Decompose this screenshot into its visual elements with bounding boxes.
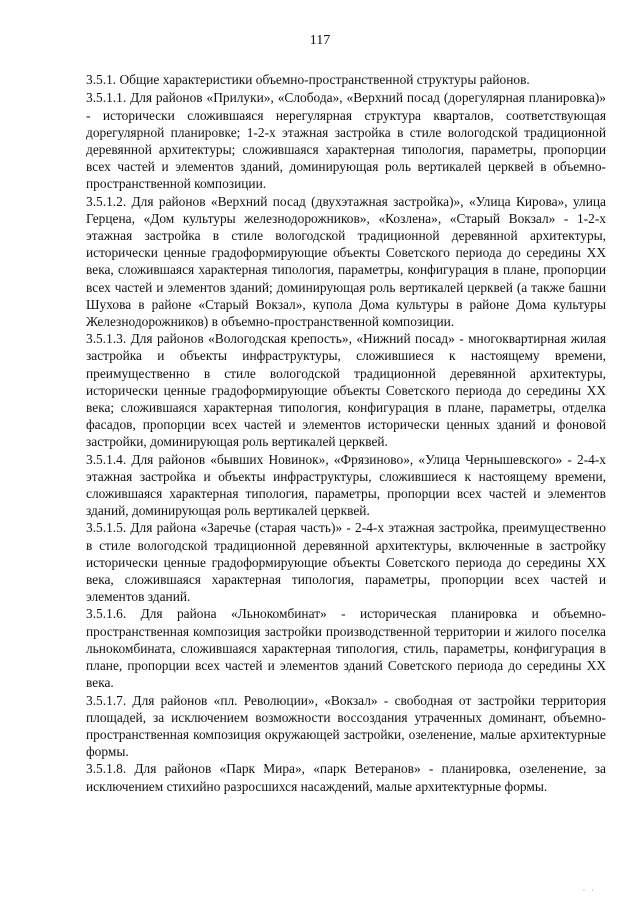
paragraph-3-5-1-7: 3.5.1.7. Для районов «пл. Революции», «Вокзал» - свободная от застройки территория площадей, за исключением возможности воссоздания утраченных доминант, объемно-пространственная композиция окружающей застройки, озеленение, малые архитектурные формы. [86, 692, 606, 760]
paragraph-3-5-1-2: 3.5.1.2. Для районов «Верхний посад (двухэтажная застройка)», «Улица Кирова», улица Герцена, «Дом культуры железнодорожников», «Козлена», «Старый Вокзал» - 1-2-х этажная застройка в стиле вологодской традиционной деревянной архитектуры, исторически ценные градоформирующие объекты Советского периода до середины XX века, сложившаяся характерная типология, параметры, конфигурация в плане, пропорции всех частей и элементов зданий; доминирующая роль вертикалей церквей (а также башни Шухова в районе «Старый Вокзал», купола Дома культуры в районе Дома культуры Железнодорожников) в объемно-пространственной композиции. [86, 193, 606, 330]
page-number: 117 [309, 33, 331, 48]
paragraph-3-5-1-6: 3.5.1.6. Для района «Льнокомбинат» - историческая планировка и объемно-пространственная композиция застройки производственной территории и жилого поселка льнокомбината, сложившаяся характерная типология, стиль, параметры, конфигурация в плане, пропорции всех частей и элементов зданий Советского периода до середины XX века. [86, 606, 606, 691]
paragraph-3-5-1-8: 3.5.1.8. Для районов «Парк Мира», «парк Ветеранов» - планировка, озеленение, за исключением стихийно разросшихся насаждений, малые архитектурные формы. [86, 761, 606, 794]
paragraph-3-5-1-3: 3.5.1.3. Для районов «Вологодская крепость», «Нижний посад» - многоквартирная жилая застройка и объекты инфраструктуры, сложившиеся к настоящему времени, преимущественно в стиле вологодской традиционной деревянной архитектуры, исторически ценные градоформирующие объекты Советского периода до середины XX века; сложившаяся характерная типология, конфигурация в плане, параметры, отделка фасадов, пропорции всех частей и элементов исторически ценных зданий и фоновой застройки, доминирующая роль вертикалей церквей. [86, 331, 606, 450]
paragraph-3-5-1-4: 3.5.1.4. Для районов «бывших Новинок», «Фрязиново», «Улица Чернышевского» - 2-4-х этажная застройка и объекты инфраструктуры, сложившиеся к настоящему времени, сложившаяся характерная типология, параметры, пропорции всех частей и элементов зданий, доминирующая роль вертикалей церквей. [86, 451, 606, 519]
paragraph-3-5-1-5: 3.5.1.5. Для района «Заречье (старая часть)» - 2-4-х этажная застройка, преимущественно в стиле вологодской традиционной деревянной архитектуры, включенные в застройку исторически ценные градоформирующие объекты Советского периода до середины XX века, сложившаяся характерная типология, параметры, пропорции всех частей и элементов зданий. [86, 520, 606, 605]
document-body [86, 71, 606, 795]
paragraph-3-5-1-1: 3.5.1.1. Для районов «Прилуки», «Слобода», «Верхний посад (дорегулярная планировка)» - исторически сложившаяся нерегулярная структура кварталов, соответствующая дорегулярной планировке; 1-2-х этажная застройка в стиле вологодской традиционной деревянной архитектуры; сложившаяся характерная типология, параметры, пропорции всех частей и элементов зданий, доминирующая роль вертикалей церквей в объемно-пространственной композиции. [86, 90, 606, 192]
scan-artifact: · · [582, 886, 596, 895]
section-heading: 3.5.1. Общие характеристики объемно-пространственной структуры районов. [86, 72, 530, 87]
